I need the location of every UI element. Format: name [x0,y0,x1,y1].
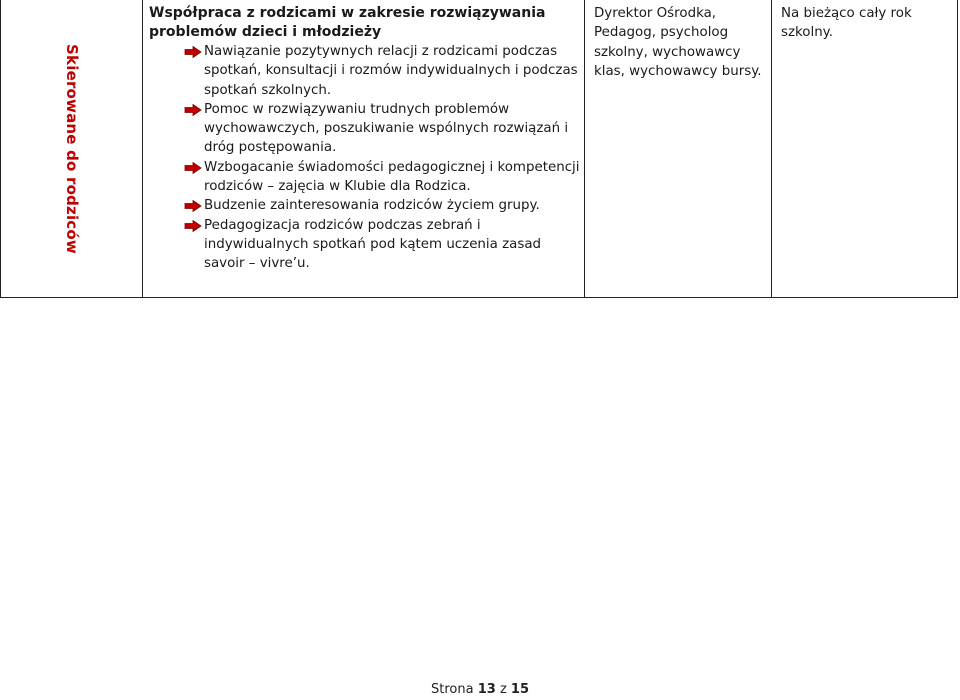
arrow-right-icon [184,220,202,232]
task-text: Nawiązanie pozytywnych relacji z rodzicami podczas spotkań, konsultacji i rozmów indywidualnych i podczas spotkań szkolnych. [204,44,578,98]
deadline-text: Na bieżąco cały rok szkolny. [781,6,912,41]
total-pages: 15 [510,682,529,697]
responsible-text: Dyrektor Ośrodka, Pedagog, psycholog szkolny, wychowawcy klas, wychowawcy bursy. [594,6,762,79]
task-text: Pedagogizacja rodziców podczas zebrań i indywidualnych spotkań pod kątem uczenia zasad savoir – vivre’u. [204,217,542,272]
tasks-cell [143,0,585,297]
arrow-right-icon [184,162,202,174]
current-page: 13 [477,682,496,697]
responsible-cell [585,0,772,297]
section-title: Współpraca z rodzicami w zakresie rozwiązywania problemów dzieci i młodzieży [149,5,546,40]
category-label: Skierowane do rodziców [62,43,81,254]
task-text: Budzenie zainteresowania rodziców życiem grupy. [204,198,540,214]
arrow-right-icon [184,104,202,116]
arrow-right-icon [184,200,202,212]
arrow-right-icon [184,46,202,58]
task-item [149,196,584,215]
task-item [149,42,584,100]
task-text: Wzbogacanie świadomości pedagogicznej i kompetencji rodziców – zajęcia w Klubie dla Rodzica. [204,159,580,195]
page-separator: z [499,682,507,697]
task-item [149,100,584,158]
task-item [149,216,584,274]
deadline-cell [772,0,958,297]
plan-table [0,0,958,298]
category-cell [1,0,143,297]
task-text: Pomoc w rozwiązywaniu trudnych problemów wychowawczych, poszukiwanie wspólnych rozwiązań i dróg postępowania. [204,101,569,156]
task-item [149,158,584,197]
task-list [149,42,584,274]
page-footer [0,682,960,697]
page-label: Strona [430,682,474,697]
